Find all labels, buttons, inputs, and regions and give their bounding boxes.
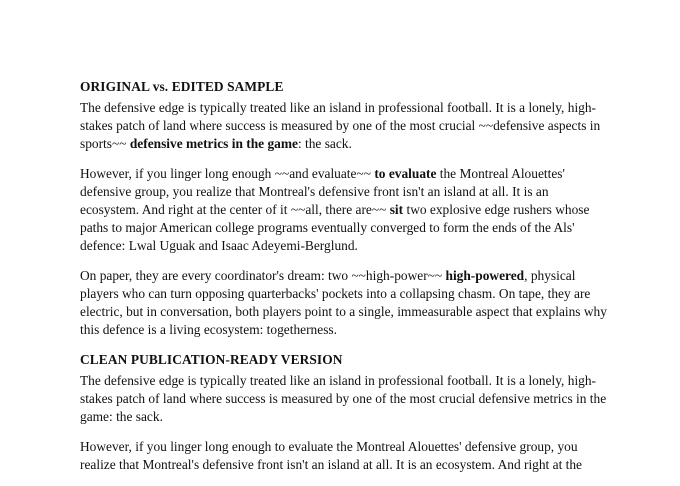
text-segment: two explosive edge rushers whose paths to major American college programs eventually converged to form the ends of the Als' defence: Lwal Uguak and Isaac Adeyemi-Berglund. [80, 202, 590, 253]
clean-paragraph-1: The defensive edge is typically treated like an island in professional football. It is a lonely, high-stakes patch of land where success is measured by one of the most crucial defensive metrics in the game: the sack. [80, 373, 607, 424]
section-heading-original-vs-edited: ORIGINAL vs. EDITED SAMPLE [80, 79, 284, 94]
text-segment: The defensive edge is typically treated like an island in professional football. It is a lonely, high-stakes patch of land where success is measured by one of the most crucial ~~defensive aspects in sports~~ [80, 100, 601, 151]
text-segment: the Montreal Alouettes' defensive group, you realize that Montreal's defensive front isn't an island at all. It is an ecosystem. And right at the center of it ~~all, there are~~ [80, 166, 565, 217]
text-segment: However, if you linger long enough ~~and evaluate~~ [80, 166, 375, 181]
inserted-text: defensive metrics in the game [129, 136, 298, 151]
original-paragraph-3 [80, 267, 610, 339]
text-segment: On paper, they are every coordinator's dream: two ~~high-power~~ [80, 268, 446, 283]
clean-paragraph-2: However, if you linger long enough to evaluate the Montreal Alouettes' defensive group, you realize that Montreal's defensive front isn't an island at all. It is an ecosystem. And right at the [80, 439, 582, 472]
text-segment: : the sack. [297, 136, 352, 151]
section-heading-clean-version: CLEAN PUBLICATION-READY VERSION [80, 352, 343, 367]
original-paragraph-2 [80, 165, 610, 255]
text-segment: , physical players who can turn opposing quarterbacks' pockets into a collapsing chasm. On tape, they are electric, but in conversation, both players point to a single, immeasurable aspect that explains why this defence is a living ecosystem: togetherness. [80, 268, 607, 337]
inserted-text: to evaluate [374, 166, 437, 181]
inserted-text: sit [389, 202, 404, 217]
inserted-text: high-powered [445, 268, 525, 283]
document-body [80, 78, 610, 486]
original-paragraph-1 [80, 99, 610, 153]
